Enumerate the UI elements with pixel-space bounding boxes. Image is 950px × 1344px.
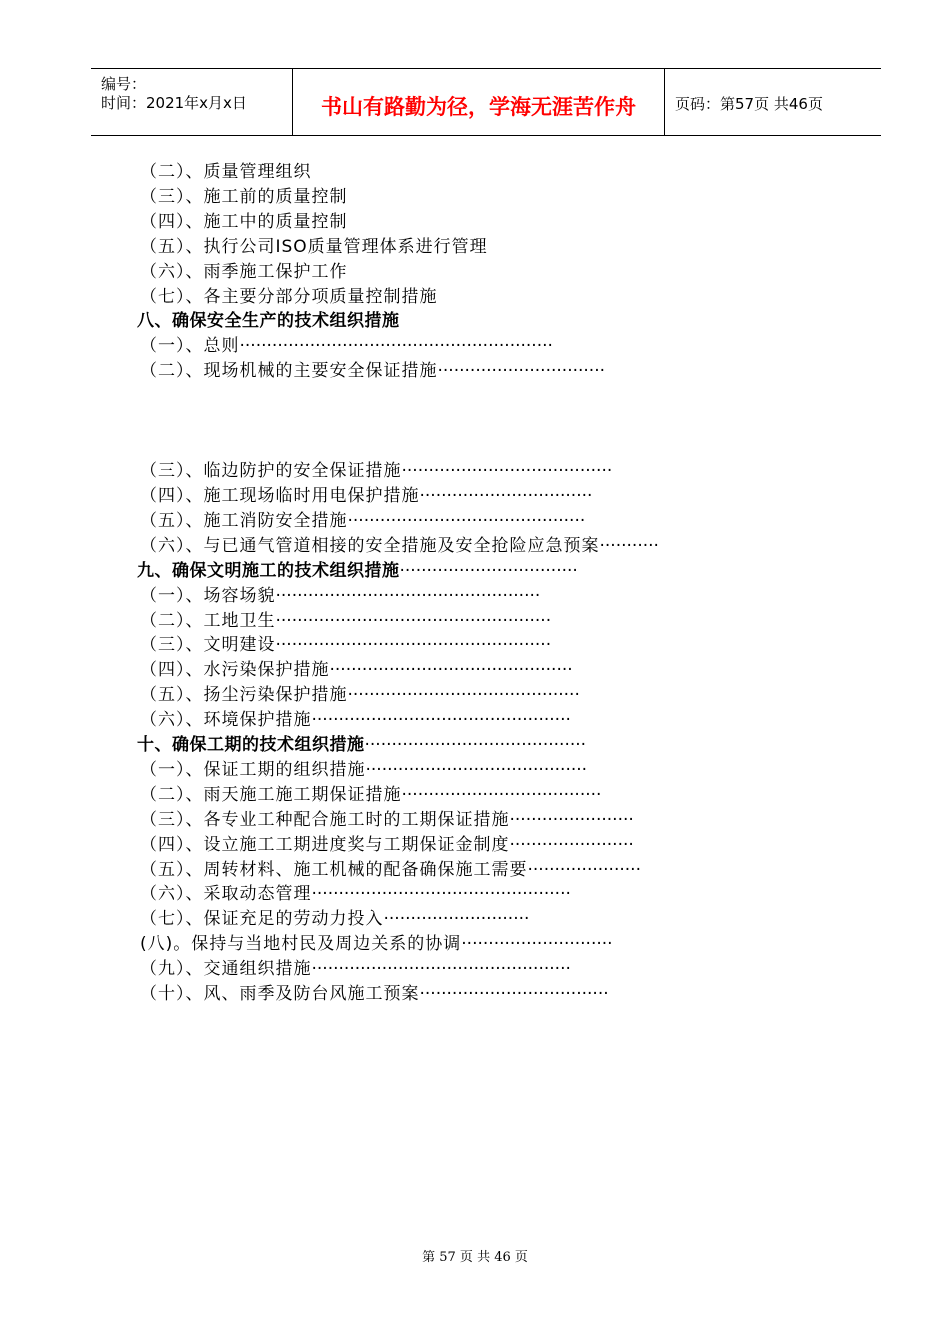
toc-entry-title: （六）、与已通气管道相接的安全措施及安全抢险应急预案 (140, 535, 600, 556)
toc-entry-title: （二）、工地卫生 (140, 610, 276, 631)
page-footer-number: 第 57 页 共 46 页 (422, 1250, 528, 1265)
toc-entry[interactable] (140, 160, 312, 184)
toc-chapter-heading[interactable] (137, 559, 578, 583)
toc-entry-title: （七）、各主要分部分项质量控制措施 (140, 286, 438, 307)
toc-entry[interactable] (140, 484, 592, 508)
toc-entry-title: （五）、执行公司ISO质量管理体系进行管理 (140, 236, 488, 257)
toc-entry[interactable] (140, 833, 634, 857)
toc-chapter-heading[interactable] (137, 309, 400, 333)
toc-entry-title: （五）、施工消防安全措施 (140, 510, 348, 531)
toc-entry[interactable] (140, 932, 613, 956)
toc-entry[interactable] (140, 210, 348, 234)
toc-leader-dots: ··················································· (275, 610, 552, 631)
header-motto: 书山有路勤为径，学海无涯苦作舟 (321, 95, 636, 119)
toc-entry-title: （二）、现场机械的主要安全保证措施 (140, 361, 438, 382)
toc-leader-dots: ··················································· (275, 635, 552, 656)
toc-leader-dots: ································· (399, 560, 578, 581)
toc-entry[interactable] (140, 783, 601, 807)
toc-entry-title: （二）、雨天施工施工期保证措施 (140, 784, 402, 805)
toc-entry[interactable] (140, 708, 571, 732)
toc-leader-dots: ················································ (311, 884, 571, 905)
toc-entry-title: （五）、扬尘污染保护措施 (140, 685, 348, 706)
toc-entry[interactable] (140, 534, 659, 558)
toc-leader-dots: ···························· (461, 934, 613, 955)
toc-chapter-heading[interactable] (137, 733, 586, 757)
toc-entry[interactable] (140, 584, 540, 608)
toc-entry[interactable] (140, 907, 529, 931)
toc-entry[interactable] (140, 260, 348, 284)
document-number-label: 编号： (101, 75, 147, 93)
toc-leader-dots: ··························· (383, 909, 530, 930)
toc-leader-dots: ······································· (401, 461, 613, 482)
toc-entry-title: （五）、周转材料、施工机械的配备确保施工需要 (140, 859, 528, 880)
toc-entry-title: （四）、施工中的质量控制 (140, 211, 348, 232)
toc-leader-dots: ················································ (311, 959, 571, 980)
toc-entry-title: （四）、水污染保护措施 (140, 660, 330, 681)
toc-leader-dots: ····································· (401, 784, 602, 805)
toc-entry-title: 十、确保工期的技术组织措施 (137, 735, 365, 755)
toc-leader-dots: ··········································· (347, 685, 580, 706)
toc-entry-title: （十）、风、雨季及防台风施工预案 (140, 984, 420, 1004)
toc-entry[interactable] (140, 185, 348, 209)
toc-leader-dots: ············································ (347, 510, 586, 531)
toc-entry[interactable] (140, 285, 438, 309)
toc-entry[interactable] (140, 882, 571, 906)
toc-entry[interactable] (140, 609, 551, 633)
toc-entry[interactable] (140, 758, 587, 782)
toc-entry-title: （三）、临边防护的安全保证措施 (140, 461, 402, 482)
toc-leader-dots: ······················· (509, 809, 634, 830)
toc-leader-dots: ······················· (509, 834, 634, 855)
toc-entry-title: （一）、总则 (140, 336, 240, 357)
toc-leader-dots: ··········· (599, 535, 659, 556)
toc-entry-title: (八)。保持与当地村民及周边关系的协调 (140, 934, 462, 955)
toc-entry[interactable] (140, 235, 488, 259)
toc-entry[interactable] (140, 334, 553, 358)
toc-entry[interactable] (140, 858, 641, 882)
toc-entry[interactable] (140, 633, 551, 657)
header-motto-cell (293, 69, 665, 135)
header-page-number: 页码：第57页 共46页 (675, 95, 823, 113)
toc-entry-title: （一）、保证工期的组织措施 (140, 759, 366, 780)
toc-entry[interactable] (140, 509, 585, 533)
toc-entry-title: （三）、各专业工种配合施工时的工期保证措施 (140, 809, 510, 830)
toc-entry-title: （三）、文明建设 (140, 635, 276, 656)
toc-leader-dots: ··································· (419, 984, 609, 1004)
toc-entry[interactable] (140, 459, 612, 483)
toc-entry-title: （四）、施工现场临时用电保护措施 (140, 486, 420, 506)
toc-leader-dots: ································ (419, 486, 593, 506)
toc-entry-title: （三）、施工前的质量控制 (140, 186, 348, 207)
toc-entry-title: （二）、质量管理组织 (140, 162, 312, 182)
toc-leader-dots: ············································· (329, 660, 573, 681)
toc-entry-title: 八、确保安全生产的技术组织措施 (137, 311, 400, 332)
toc-leader-dots: ·························································· (239, 336, 553, 357)
toc-entry-title: （六）、雨季施工保护工作 (140, 261, 348, 282)
toc-entry-title: （四）、设立施工工期进度奖与工期保证金制度 (140, 834, 510, 855)
page-header (91, 68, 881, 136)
toc-entry-title: 九、确保文明施工的技术组织措施 (137, 560, 400, 581)
header-meta-cell (91, 69, 293, 135)
toc-leader-dots: ················································· (275, 585, 541, 606)
toc-entry[interactable] (140, 957, 571, 981)
toc-entry[interactable] (140, 658, 573, 682)
toc-entry-title: （六）、采取动态管理 (140, 884, 312, 905)
toc-entry-title: （六）、环境保护措施 (140, 710, 312, 731)
toc-entry[interactable] (140, 982, 609, 1006)
toc-entry[interactable] (140, 683, 580, 707)
toc-leader-dots: ····················· (527, 859, 641, 880)
toc-entry-title: （七）、保证充足的劳动力投入 (140, 909, 384, 930)
toc-leader-dots: ················································ (311, 710, 571, 731)
document-date-label: 时间：2021年x月x日 (101, 94, 247, 112)
toc-entry[interactable] (140, 359, 605, 383)
toc-leader-dots: ······························· (437, 361, 606, 382)
toc-leader-dots: ········································· (364, 735, 587, 755)
toc-leader-dots: ········································· (365, 759, 588, 780)
toc-entry-title: （九）、交通组织措施 (140, 959, 312, 980)
header-page-cell (665, 69, 881, 135)
toc-entry-title: （一）、场容场貌 (140, 585, 276, 606)
toc-entry[interactable] (140, 808, 634, 832)
